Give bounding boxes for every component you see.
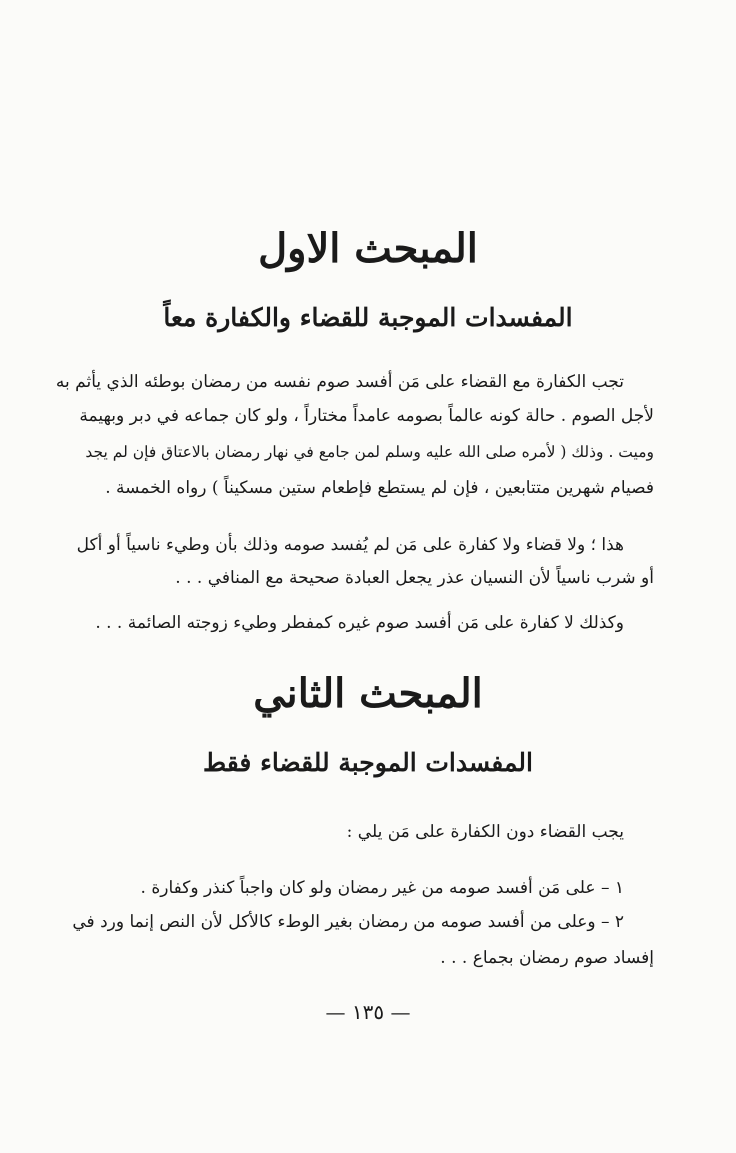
list-item-2-line-1: ٢ – وعلى من أفسد صومه من رمضان بغير الوطء كالأكل لأن النص إنما ورد في — [72, 912, 624, 932]
paragraph-3: وكذلك لا كفارة على مَن أفسد صوم غيره كمفطر وطيء زوجته الصائمة . . . — [95, 613, 624, 633]
page-number: — ١٣٥ — — [325, 1000, 411, 1024]
section-2-intro: يجب القضاء دون الكفارة على مَن يلي : — [346, 822, 624, 842]
list-item-2-line-2: إفساد صوم رمضان بجماع . . . — [440, 948, 654, 968]
paragraph-2-line-2: أو شرب ناسياً لأن النسيان عذر يجعل العبادة صحيحة مع المنافي . . . — [175, 568, 654, 588]
paragraph-1-line-1: تجب الكفارة مع القضاء على مَن أفسد صوم نفسه من رمضان بوطئه الذي يأثم به — [55, 372, 624, 392]
list-item-1: ١ – على مَن أفسد صومه من غير رمضان ولو كان واجباً كنذر وكفارة . — [140, 878, 624, 898]
section-1-title: المبحث الاول — [258, 225, 478, 272]
section-2-title: المبحث الثاني — [253, 670, 483, 717]
paragraph-1-line-2: لأجل الصوم . حالة كونه عالماً بصومه عامداً مختاراً ، ولو كان جماعه في دبر وبهيمة — [79, 406, 654, 426]
paragraph-1-line-3: وميت . وذلك ( لأمره صلى الله عليه وسلم لمن جامع في نهار رمضان بالاعتاق فإن لم يجد — [85, 443, 654, 461]
paragraph-2-line-1: هذا ؛ ولا قضاء ولا كفارة على مَن لم يُفسد صومه وذلك بأن وطيء ناسياً أو أكل — [76, 535, 624, 555]
section-2-subtitle: المفسدات الموجبة للقضاء فقط — [203, 748, 533, 777]
section-1-subtitle: المفسدات الموجبة للقضاء والكفارة معاً — [163, 303, 573, 332]
paragraph-1-line-4: فصيام شهرين متتابعين ، فإن لم يستطع فإطعام ستين مسكيناً ) رواه الخمسة . — [105, 478, 654, 498]
